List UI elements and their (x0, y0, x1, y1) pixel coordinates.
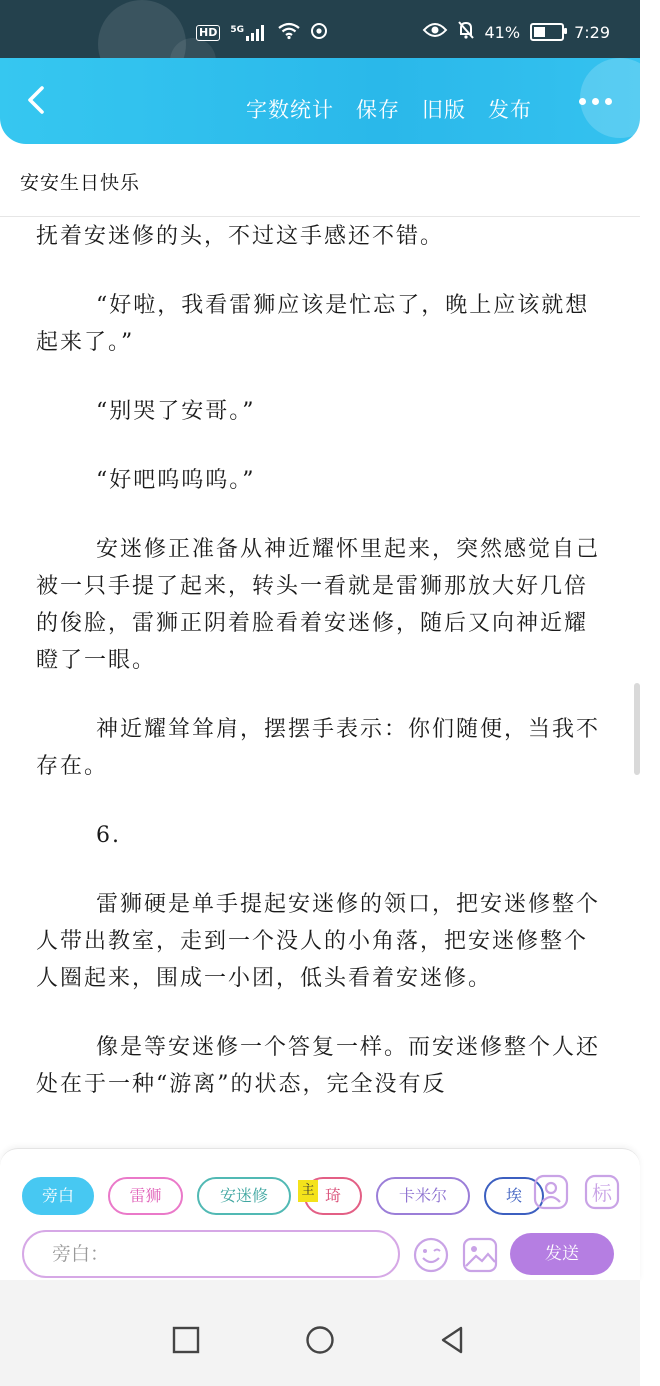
person-icon (533, 1174, 569, 1210)
document-title-bar (0, 144, 640, 217)
battery-level: 41% (484, 22, 521, 42)
chip-character[interactable]: 琦 (304, 1177, 362, 1215)
status-bar (0, 0, 640, 58)
chevron-left-icon (18, 78, 58, 122)
article-paragraph: 安迷修正准备从神近耀怀里起来，突然感觉自己被一只手提了起来，转头一看就是雷狮那放大好几倍的俊脸，雷狮正阴着脸看着安迷修，随后又向神近耀瞪了一眼。 (36, 537, 601, 673)
back-nav-button[interactable] (436, 1324, 468, 1356)
old-version-button[interactable]: 旧版 (422, 98, 466, 122)
header-menu (246, 94, 532, 124)
battery-icon (530, 23, 564, 41)
article-paragraph: “好吧呜呜呜。” (96, 468, 256, 493)
image-icon (461, 1236, 499, 1274)
article-paragraph: 像是等安迷修一个答复一样。而安迷修整个人还处在于一种“游离”的状态，完全没有反 (36, 1035, 601, 1097)
article-paragraph: 抚着安迷修的头，不过这手感还不错。 (36, 224, 445, 249)
status-right-group (423, 20, 611, 44)
chip-character[interactable]: 雷狮 (108, 1177, 183, 1215)
character-chips (22, 1177, 523, 1217)
emoji-button[interactable] (412, 1236, 450, 1274)
article-paragraph: 神近耀耸耸肩，摆摆手表示：你们随便，当我不存在。 (36, 717, 601, 779)
triangle-back-icon (436, 1324, 468, 1356)
back-button[interactable] (18, 78, 58, 122)
character-manager-button[interactable] (533, 1174, 569, 1210)
word-count-button[interactable]: 字数统计 (246, 98, 334, 122)
svg-text:标: 标 (592, 1181, 612, 1205)
home-button[interactable] (304, 1324, 336, 1356)
image-button[interactable] (461, 1236, 499, 1274)
tag-button[interactable] (584, 1174, 620, 1210)
publish-button[interactable]: 发布 (488, 98, 532, 122)
wifi-icon (278, 23, 300, 43)
save-button[interactable]: 保存 (356, 98, 400, 122)
recents-button[interactable] (170, 1324, 202, 1356)
main-character-badge: 主 (298, 1180, 318, 1202)
app-header (0, 58, 640, 144)
article-paragraph: “好啦，我看雷狮应该是忙忘了，晚上应该就想起来了。” (36, 293, 590, 355)
hotspot-icon (310, 22, 328, 44)
more-options-icon[interactable] (579, 98, 612, 105)
article-paragraph: 6. (96, 823, 121, 848)
document-title[interactable]: 安安生日快乐 (20, 172, 141, 194)
send-button[interactable]: 发送 (510, 1233, 614, 1275)
article-paragraph: 雷狮硬是单手提起安迷修的领口，把安迷修整个人带出教室，走到一个没人的小角落，把安迷修整个人圈起来，围成一小团，低头看着安迷修。 (36, 892, 601, 991)
circle-icon (304, 1324, 336, 1356)
chip-narration[interactable]: 旁白 (22, 1177, 94, 1215)
hd-icon: HD (196, 25, 220, 41)
chip-character[interactable]: 埃 (484, 1177, 544, 1215)
message-input[interactable]: 旁白： (22, 1230, 400, 1278)
chip-character[interactable]: 卡米尔 (376, 1177, 470, 1215)
chip-character[interactable]: 安迷修 (197, 1177, 291, 1215)
tag-icon (584, 1174, 620, 1210)
system-nav-bar (0, 1280, 640, 1386)
article-body[interactable] (36, 218, 606, 1148)
eye-icon (423, 22, 447, 42)
clock: 7:29 (574, 22, 610, 42)
status-left-group (196, 22, 328, 44)
signal-icon: 5G (230, 25, 268, 41)
bell-muted-icon (457, 20, 475, 44)
smiley-icon (412, 1236, 450, 1274)
article-paragraph: “别哭了安哥。” (96, 399, 256, 424)
scrollbar-thumb[interactable] (634, 683, 640, 775)
square-icon (170, 1324, 202, 1356)
